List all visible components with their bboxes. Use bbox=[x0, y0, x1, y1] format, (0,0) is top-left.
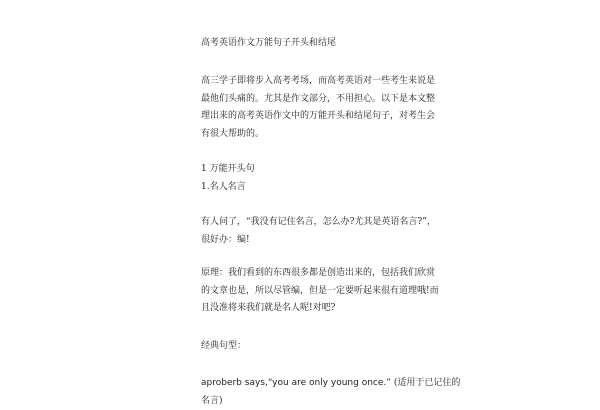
example-english: aproberb says,“you are only young once.” bbox=[201, 378, 391, 388]
classic-pattern-label: 经典句型： bbox=[201, 338, 401, 356]
intro-line: 有很大帮助的。 bbox=[201, 126, 401, 144]
example-sentence bbox=[201, 375, 401, 410]
principle-line: 且没准将来我们就是名人呢!对吧? bbox=[201, 300, 401, 318]
principle-line: 原理：我们看到的东西很多都是创造出来的，包括我们欣赏 bbox=[201, 265, 401, 283]
intro-line: 理出来的高考英语作文中的万能开头和结尾句子，对考生会 bbox=[201, 108, 401, 126]
example-note: (适用于已记住的 bbox=[394, 378, 461, 388]
intro-line: 最他们头痛的。尤其是作文部分，不用担心。以下是本文整 bbox=[201, 91, 401, 109]
quote-line: 很好办：编! bbox=[201, 232, 401, 250]
document-body bbox=[201, 37, 401, 410]
subsection-title: 1.名人名言 bbox=[201, 179, 401, 197]
example-line bbox=[201, 375, 401, 393]
principle-line: 的文章也是，所以尽管编，但是一定要听起来很有道理哦!而 bbox=[201, 283, 401, 301]
quote-line: 有人问了，“我没有记住名言，怎么办?尤其是英语名言?”， bbox=[201, 214, 401, 232]
intro-paragraph bbox=[201, 73, 401, 143]
document-title: 高考英语作文万能句子开头和结尾 bbox=[201, 37, 401, 49]
example-note-continued: 名言) bbox=[201, 393, 401, 410]
intro-line: 高三学子即将步入高考考场，而高考英语对一些考生来说是 bbox=[201, 73, 401, 91]
section-title: 1 万能开头句 bbox=[201, 161, 401, 179]
quote-paragraph bbox=[201, 214, 401, 249]
principle-paragraph bbox=[201, 265, 401, 318]
